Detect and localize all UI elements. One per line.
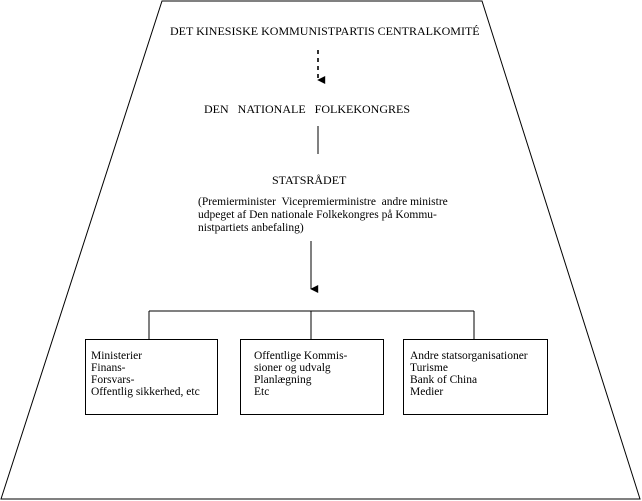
box-line: Offentlige Kommis- [254, 350, 348, 362]
description-line: udpeget af Den nationale Folkekongres på Kommu- [198, 209, 437, 221]
box-line: Ministerier [91, 350, 143, 362]
description-line: nistpartiets anbefaling) [198, 222, 304, 234]
box-line: Forsvars- [91, 374, 135, 386]
description-line: (Premierminister Vicepremierministre andre ministre [198, 196, 448, 208]
box-line: Turisme [410, 362, 448, 374]
box-ministries [85, 339, 218, 415]
state-council-description [198, 196, 448, 235]
box-line: Medier [410, 386, 444, 398]
box-line: Bank of China [410, 374, 478, 386]
central-committee-label: DET KINESISKE KOMMUNISTPARTIS CENTRALKOMITÉ [170, 24, 480, 38]
national-congress-label: DEN NATIONALE FOLKEKONGRES [204, 102, 410, 116]
box-line: sioner og udvalg [254, 362, 331, 374]
box-line: Offentlig sikkerhed, etc [91, 386, 200, 398]
box-line: Planlægning [254, 374, 312, 386]
box-line: Andre statsorganisationer [410, 350, 528, 362]
box-commissions [240, 339, 384, 415]
box-other-organisations [403, 339, 548, 415]
box-line: Finans- [91, 362, 126, 374]
state-council-label: STATSRÅDET [272, 173, 347, 187]
box-line: Etc [254, 386, 270, 398]
trapezoid-frame [1, 1, 640, 499]
